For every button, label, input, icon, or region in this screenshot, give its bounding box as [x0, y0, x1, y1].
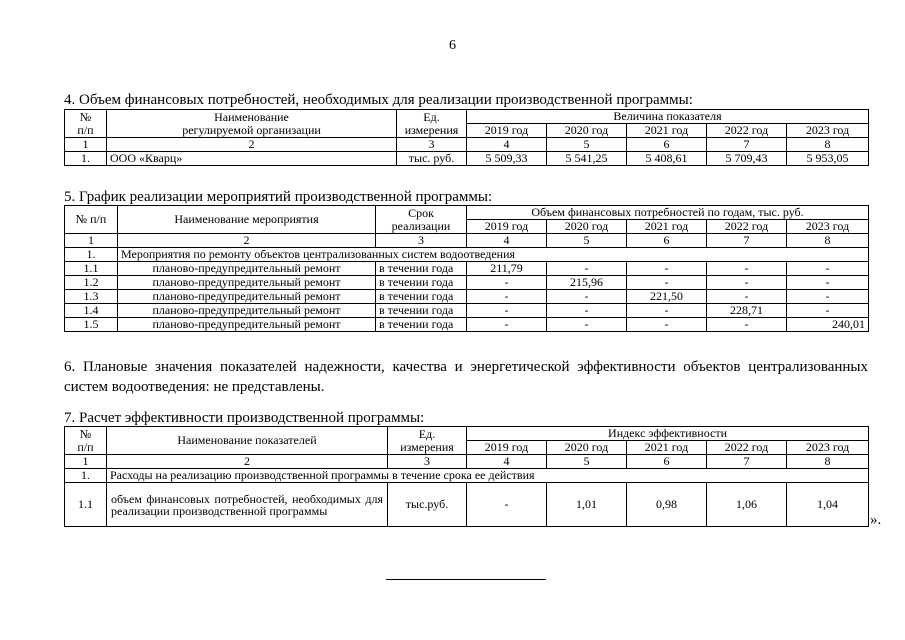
value-cell: - [627, 262, 707, 276]
header-term: Срок реализации [376, 206, 467, 234]
value-cell: 221,50 [627, 290, 707, 304]
value-cell: 240,01 [787, 318, 869, 332]
header-unit: Ед. измерения [397, 110, 467, 138]
value-cell: - [707, 318, 787, 332]
header-org-name: Наименование регулируемой организации [107, 110, 397, 138]
table-row [65, 276, 869, 290]
header-value-group: Объем финансовых потребностей по годам, тыс. руб. [467, 206, 869, 220]
term: в течении года [376, 276, 467, 290]
col-number: 4 [467, 138, 547, 152]
indicator-name: объем финансовых потребностей, необходимых для реализации производственной программы [107, 483, 388, 527]
value-cell: - [627, 318, 707, 332]
unit: тыс.руб. [388, 483, 467, 527]
term: в течении года [376, 290, 467, 304]
row-num: 1.3 [65, 290, 118, 304]
header-year: 2021 год [627, 441, 707, 455]
col-number: 7 [707, 138, 787, 152]
value-cell: 0,98 [627, 483, 707, 527]
value-cell: - [467, 304, 547, 318]
group-label: Расходы на реализацию производственной программы в течение срока ее действия [107, 469, 869, 483]
col-number: 1 [65, 234, 118, 248]
col-number: 6 [627, 455, 707, 469]
table-row [65, 290, 869, 304]
table-row [65, 483, 869, 527]
schedule-table [64, 205, 869, 332]
col-number: 5 [547, 455, 627, 469]
row-num: 1.1 [65, 483, 107, 527]
header-value-group: Индекс эффективности [467, 427, 869, 441]
closing-quote: ». [870, 512, 882, 528]
event-name: планово-предупредительный ремонт [118, 318, 376, 332]
value-cell: 5 509,33 [467, 152, 547, 166]
row-num: 1. [65, 152, 107, 166]
footer-rule [386, 579, 546, 580]
col-number: 2 [118, 234, 376, 248]
value-cell: - [787, 262, 869, 276]
col-number: 7 [707, 234, 787, 248]
header-year: 2019 год [467, 441, 547, 455]
col-number: 5 [547, 138, 627, 152]
group-label: Мероприятия по ремонту объектов централизованных систем водоотведения [118, 248, 869, 262]
header-year: 2020 год [547, 441, 627, 455]
header-year: 2021 год [627, 220, 707, 234]
header-year: 2020 год [547, 124, 627, 138]
value-cell: 228,71 [707, 304, 787, 318]
row-num: 1.5 [65, 318, 118, 332]
col-number: 8 [787, 138, 869, 152]
header-year: 2023 год [787, 220, 869, 234]
event-name: планово-предупредительный ремонт [118, 276, 376, 290]
value-cell: - [627, 276, 707, 290]
value-cell: - [707, 290, 787, 304]
header-year: 2022 год [707, 220, 787, 234]
term: в течении года [376, 304, 467, 318]
header-year: 2023 год [787, 124, 869, 138]
group-row [65, 248, 869, 262]
value-cell: - [707, 276, 787, 290]
column-numbers-row [65, 455, 869, 469]
column-numbers-row [65, 138, 869, 152]
header-num: № п/п [65, 110, 107, 138]
value-cell: 1,04 [787, 483, 869, 527]
col-number: 1 [65, 455, 107, 469]
value-cell: - [547, 304, 627, 318]
col-number: 3 [397, 138, 467, 152]
section-4-title: 4. Объем финансовых потребностей, необходимых для реализации производственной программы: [64, 92, 693, 108]
page-number: 6 [449, 38, 456, 53]
value-cell: - [547, 290, 627, 304]
row-num: 1. [65, 248, 118, 262]
table-row [65, 262, 869, 276]
column-numbers-row [65, 234, 869, 248]
col-number: 6 [627, 234, 707, 248]
header-year: 2023 год [787, 441, 869, 455]
col-number: 6 [627, 138, 707, 152]
header-num: № п/п [65, 206, 118, 234]
value-cell: - [467, 290, 547, 304]
header-year: 2020 год [547, 220, 627, 234]
value-cell: 211,79 [467, 262, 547, 276]
value-cell: 215,96 [547, 276, 627, 290]
term: в течении года [376, 262, 467, 276]
table-row [65, 318, 869, 332]
header-year: 2021 год [627, 124, 707, 138]
value-cell: - [707, 262, 787, 276]
header-year: 2019 год [467, 220, 547, 234]
value-cell: - [787, 276, 869, 290]
col-number: 1 [65, 138, 107, 152]
header-year: 2019 год [467, 124, 547, 138]
section-7-title: 7. Расчет эффективности производственной программы: [64, 410, 425, 426]
group-row [65, 469, 869, 483]
col-number: 5 [547, 234, 627, 248]
row-num: 1. [65, 469, 107, 483]
value-cell: 5 408,61 [627, 152, 707, 166]
row-num: 1.4 [65, 304, 118, 318]
header-indicator-name: Наименование показателей [107, 427, 388, 455]
col-number: 8 [787, 234, 869, 248]
header-unit: Ед. измерения [388, 427, 467, 455]
col-number: 7 [707, 455, 787, 469]
org-name: ООО «Кварц» [107, 152, 397, 166]
col-number: 8 [787, 455, 869, 469]
header-value-group: Величина показателя [467, 110, 869, 124]
value-cell: 5 953,05 [787, 152, 869, 166]
value-cell: - [627, 304, 707, 318]
value-cell: - [467, 483, 547, 527]
value-cell: 1,06 [707, 483, 787, 527]
table-row [65, 304, 869, 318]
col-number: 4 [467, 455, 547, 469]
col-number: 2 [107, 138, 397, 152]
row-num: 1.2 [65, 276, 118, 290]
value-cell: 1,01 [547, 483, 627, 527]
value-cell: - [547, 318, 627, 332]
term: в течении года [376, 318, 467, 332]
table-row [65, 152, 869, 166]
event-name: планово-предупредительный ремонт [118, 290, 376, 304]
value-cell: - [787, 290, 869, 304]
header-year: 2022 год [707, 441, 787, 455]
unit: тыс. руб. [397, 152, 467, 166]
value-cell: 5 709,43 [707, 152, 787, 166]
header-year: 2022 год [707, 124, 787, 138]
header-num: № п/п [65, 427, 107, 455]
header-event-name: Наименование мероприятия [118, 206, 376, 234]
value-cell: - [467, 318, 547, 332]
event-name: планово-предупредительный ремонт [118, 304, 376, 318]
col-number: 2 [107, 455, 388, 469]
col-number: 3 [376, 234, 467, 248]
row-num: 1.1 [65, 262, 118, 276]
col-number: 3 [388, 455, 467, 469]
col-number: 4 [467, 234, 547, 248]
efficiency-table [64, 426, 869, 527]
value-cell: 5 541,25 [547, 152, 627, 166]
section-5-title: 5. График реализации мероприятий производственной программы: [64, 189, 493, 205]
value-cell: - [787, 304, 869, 318]
financial-needs-table [64, 109, 869, 166]
section-6-text: 6. Плановые значения показателей надежности, качества и энергетической эффективности объектов централизованных систем водоотведения: не представлены. [64, 359, 868, 395]
value-cell: - [467, 276, 547, 290]
value-cell: - [547, 262, 627, 276]
event-name: планово-предупредительный ремонт [118, 262, 376, 276]
